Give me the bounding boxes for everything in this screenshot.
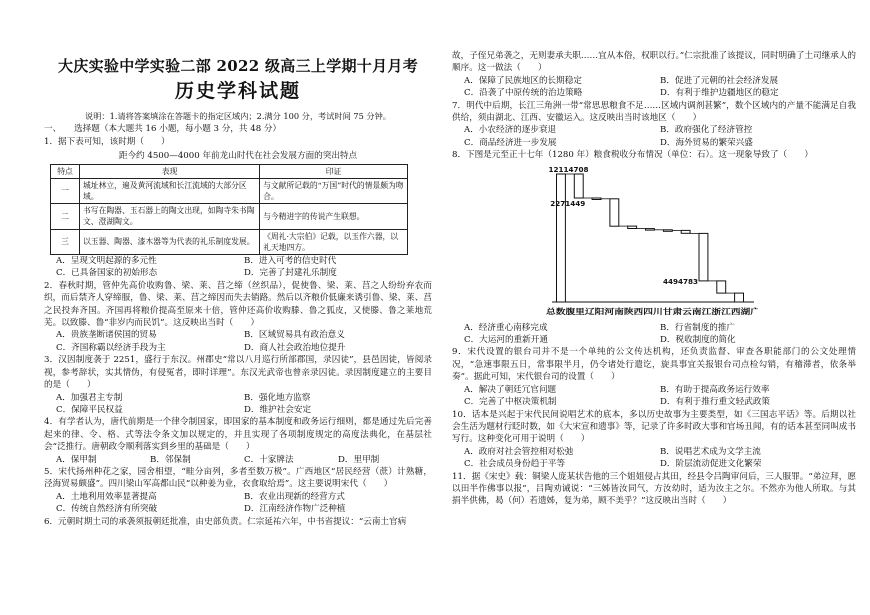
option: A．保障了民族地区的长期稳定 xyxy=(464,75,582,86)
table-cell: 以玉器、陶器、漆木器等为代表的礼乐制度发展。 xyxy=(80,229,260,254)
option: C．商品经济进一步发展 xyxy=(464,137,557,148)
chart-data-label: 12114708 xyxy=(548,164,589,174)
option: A．加强君主专制 xyxy=(56,392,123,403)
option: C．传统自然经济有所突破 xyxy=(56,504,158,515)
option: D．有利于维护边疆地区的稳定 xyxy=(660,88,779,99)
chart-data-label: 4494783 xyxy=(663,276,699,286)
option: D．有利于推行重文轻武政策 xyxy=(660,397,771,408)
section-heading: 一、 选择题（本大题共 16 小题，每小题 3 分，共 48 分） xyxy=(44,124,282,135)
question-stem: 6．元朝时期土司的承袭须报朝廷批准，由史部负责。仁宗延祐六年，中书省提议：“云南土官病 xyxy=(44,516,407,527)
table-caption: 距今约 4500—4000 年前龙山时代在社会发展方面的突出特点 xyxy=(118,151,358,162)
table-header-cell: 印证 xyxy=(260,164,408,178)
chart-data-label: 2271449 xyxy=(550,198,586,208)
option: B．邻保制 xyxy=(150,454,191,465)
table-row xyxy=(51,204,408,229)
question-stem: 3．汉因制度袭于 2251，盛行于东汉。州郡史“常以八月巡行所部郡国，录囚徒”，县邑因徒，皆阅录视，参考辞状，实其情伪，有侵冤者，即时详理”。东汉光武帝也曾亲录囚徒。录因制度建立的主要目的是（ ） xyxy=(44,355,432,391)
question-6-start xyxy=(44,516,432,528)
question-1 xyxy=(44,136,432,280)
exam-instructions: 说明：1.请将答案填涂在答题卡的指定区域内；2.满分 100 分，考试时间 75 分钟。 xyxy=(85,111,391,121)
option: C．已具备国家的初始形态 xyxy=(56,268,158,279)
option: B．进入可考的信史时代 xyxy=(244,256,337,267)
option: D．商人社会政治地位提升 xyxy=(244,342,346,353)
question-7 xyxy=(452,100,856,150)
chart-bar xyxy=(610,198,619,225)
chart-bar xyxy=(663,229,672,231)
question-stem: 8．下图是元至正十七年（1280 年）粮食税收分布情况（单位：石）。这一现象导致了（ ） xyxy=(452,150,813,161)
question-stem: 9．宋代设置的银台司并不是一个单纯的公文传达机构，还负责监督、审查各职能部门的公文处理情况，“急速事限五日，常事限半月，仍令诸处行遣讫，旋具事宜关报银台司点检勾销，有稽滞者，依条举奏”。据此可知，宋代银台司的设置（ ） xyxy=(452,347,856,383)
chart-bar xyxy=(717,281,726,293)
option: C．沿袭了中原传统的治边策略 xyxy=(464,88,583,99)
answer-options xyxy=(464,124,856,149)
table-cell: 二 xyxy=(51,204,80,229)
question-8 xyxy=(452,149,856,346)
chart-bar xyxy=(735,293,744,302)
question-10 xyxy=(452,409,856,471)
chart-bar xyxy=(592,198,601,200)
question-stem: 2．春秋时期，管仲先高价收购鲁、梁、莱、莒之缔（丝织品），促使鲁、梁、莱、莒之人纷纷弃农而织，而后禁齐人穿缔服，鲁、梁、莱、莒之缔因而失去销路。然后以齐粮价低廉来诱引鲁、梁、莱、莒之民投奔齐国。齐国再将粮价提高至原来十倍，管仲还高价收购滕、鲁之狐皮，又使滕、鲁之莱地荒芜。以致滕、鲁“非岁内而民饥”。这反映出当时（ ） xyxy=(44,280,432,329)
option: D．完善了封建礼乐制度 xyxy=(244,268,337,279)
question-stem: 4．有学者认为，唐代前期是一个律令制国家，即国家的基本制度和政务运行细则，都是通过先后完善起来的律、令、格、式等法令条文加以规定的，并且实现了各项制度规定的高度法典化，在基层社会“泛推行。唐朝政令顺利落实到乡里的基础是（ ） xyxy=(44,417,432,453)
table-cell: 与今精进字的传说产生联想。 xyxy=(260,204,408,229)
option: A．解决了朝廷冗官问题 xyxy=(464,384,557,395)
option: C．十家牌法 xyxy=(244,454,294,465)
option: C．社会成员身份趋于平等 xyxy=(464,459,566,470)
option: D．阶层流动促进文化繁荣 xyxy=(660,459,762,470)
answer-options xyxy=(56,491,432,516)
option: B．促进了元朝的社会经济发展 xyxy=(660,75,779,86)
answer-options xyxy=(56,454,432,466)
option: A．保甲制 xyxy=(56,454,97,465)
chart-bar xyxy=(574,174,583,198)
option: D．税收制度的简化 xyxy=(660,335,736,346)
chart-category-labels: 总数腹里辽阳河南陕西四川甘肃云南江浙江西湖广 xyxy=(546,306,714,316)
table-cell: 《周礼·大宗伯》记载，以玉作六器，以礼天地四方。 xyxy=(260,229,408,254)
chart-bar xyxy=(628,226,637,228)
table-row xyxy=(51,229,408,254)
question-11 xyxy=(452,471,856,508)
table-cell: 与文献所记载的“万国”时代的情景颇为吻合。 xyxy=(260,178,408,203)
option: A．经济重心南移完成 xyxy=(464,322,548,333)
option: C．保障平民权益 xyxy=(56,404,123,415)
exam-subject-title: 历史学科试题 xyxy=(174,80,301,102)
features-table xyxy=(50,164,408,255)
answer-options xyxy=(464,446,856,471)
option: C．大运河的重新开通 xyxy=(464,335,548,346)
table-header-cell: 表现 xyxy=(80,164,260,178)
question-4 xyxy=(44,416,432,466)
option: A．小农经济的逐步衰退 xyxy=(464,125,557,136)
option: B．有助于提高政务运行效率 xyxy=(660,384,770,395)
option: D．维护社会安定 xyxy=(244,404,312,415)
option: B．行省制度的推广 xyxy=(660,322,736,333)
answer-options xyxy=(56,392,432,417)
question-stem: 1．据下表可知，该时期（ ） xyxy=(44,136,170,147)
table-cell: 三 xyxy=(51,229,80,254)
option: D．江南经济作物广泛种植 xyxy=(244,504,346,515)
answer-options xyxy=(464,322,856,347)
option: B．强化地方监察 xyxy=(244,392,311,403)
question-9 xyxy=(452,346,856,408)
question-6-continued xyxy=(452,50,856,100)
option: C．完善了中枢决策机制 xyxy=(464,397,557,408)
option: B．政府强化了经济管控 xyxy=(660,125,753,136)
left-column xyxy=(44,0,432,528)
table-row xyxy=(51,178,408,203)
option: B．农业出现新的经营方式 xyxy=(244,491,345,502)
chart-bar xyxy=(646,228,655,230)
question-stem: 7．明代中后期，长江三角洲一带“常思思粮食不足……区域内调剂甚繁”，数个区域内的产量不能满足自我供给，须由湖北、江西、安徽运入。这反映出当时该地区（ ） xyxy=(452,100,856,124)
option: A．政府对社会管控相对松弛 xyxy=(464,446,574,457)
grain-tax-chart xyxy=(544,164,758,322)
question-5 xyxy=(44,466,432,516)
question-3 xyxy=(44,354,432,416)
question-stem: 故，子侄兄弟袭之，无则妻承夫职……宜从本俗，权职以行。”仁宗批准了该提议，同时明确了土司继承人的顺序。这一做法（ ） xyxy=(452,51,857,74)
chart-bar xyxy=(699,233,708,281)
table-header-row xyxy=(51,164,408,178)
answer-options xyxy=(464,384,856,409)
option: A．呈现文明起源的多元性 xyxy=(56,256,157,267)
question-stem: 11．据《宋史》载：铜梁人庞某状告他的三个姐姐侵占其田，经县令吕陶审问后，三人服罪。“弟泣拜，愿以田半作佛事以报”，吕陶劝诫说：“三姊皆汝同气，方汝幼时，适为汝主之尔。不然亦为他人所取。与其捐半供佛，曷（何）若遗姊，复为弟，顾不美乎？”这反映出当时（ ） xyxy=(452,471,856,507)
table-cell: 书写在陶器、玉石器上的陶文出现，如陶寺朱书陶文、澄湖陶文。 xyxy=(80,204,260,229)
right-column xyxy=(452,50,856,508)
option: A．贵族垄断诸侯国的贸易 xyxy=(56,330,157,341)
option: D．里甲制 xyxy=(338,454,380,465)
answer-options xyxy=(464,75,856,100)
table-header-cell: 特点 xyxy=(51,164,80,178)
answer-options xyxy=(56,329,432,354)
chart-bar xyxy=(557,174,566,302)
option: A．土地利用效率显著提高 xyxy=(56,491,157,502)
option: C．齐国称霸以经济手段为主 xyxy=(56,342,166,353)
exam-title: 大庆实验中学实验二部 2022 级高三上学期十月月考 xyxy=(58,57,418,75)
answer-options xyxy=(56,255,432,280)
option: B．区域贸易具有政治意义 xyxy=(244,330,345,341)
question-stem: 10．话本是兴起于宋代民间说唱艺术的底本，多以历史故事为主要类型，如《三国志平话》等。后期以社会生活为题材行眨时数，如《大宋宣和遗事》等，记录了许多时政大事和官场丑闻，有的话本甚至同叫成书写行。这种变化可用于说明（ ） xyxy=(452,409,856,445)
chart-bar xyxy=(681,230,690,233)
option: B．说唱艺术成为文学主流 xyxy=(660,446,761,457)
question-2 xyxy=(44,280,432,354)
option: D．海外贸易的繁荣兴盛 xyxy=(660,137,753,148)
table-cell: 一 xyxy=(51,178,80,203)
question-stem: 5．宋代扬州种花之家，园舍相望，“畦分亩列，多者至数万极”。广西地区“居民经营（蔗）计熟糖，泾海贸易颇盛”。四川梁山军高都山民“以种姜为业，衣食取给焉”。这主要说明宋代（ ） xyxy=(44,466,432,490)
table-cell: 城址林立，遍及黄河流域和长江流域的大部分区域。 xyxy=(80,178,260,203)
